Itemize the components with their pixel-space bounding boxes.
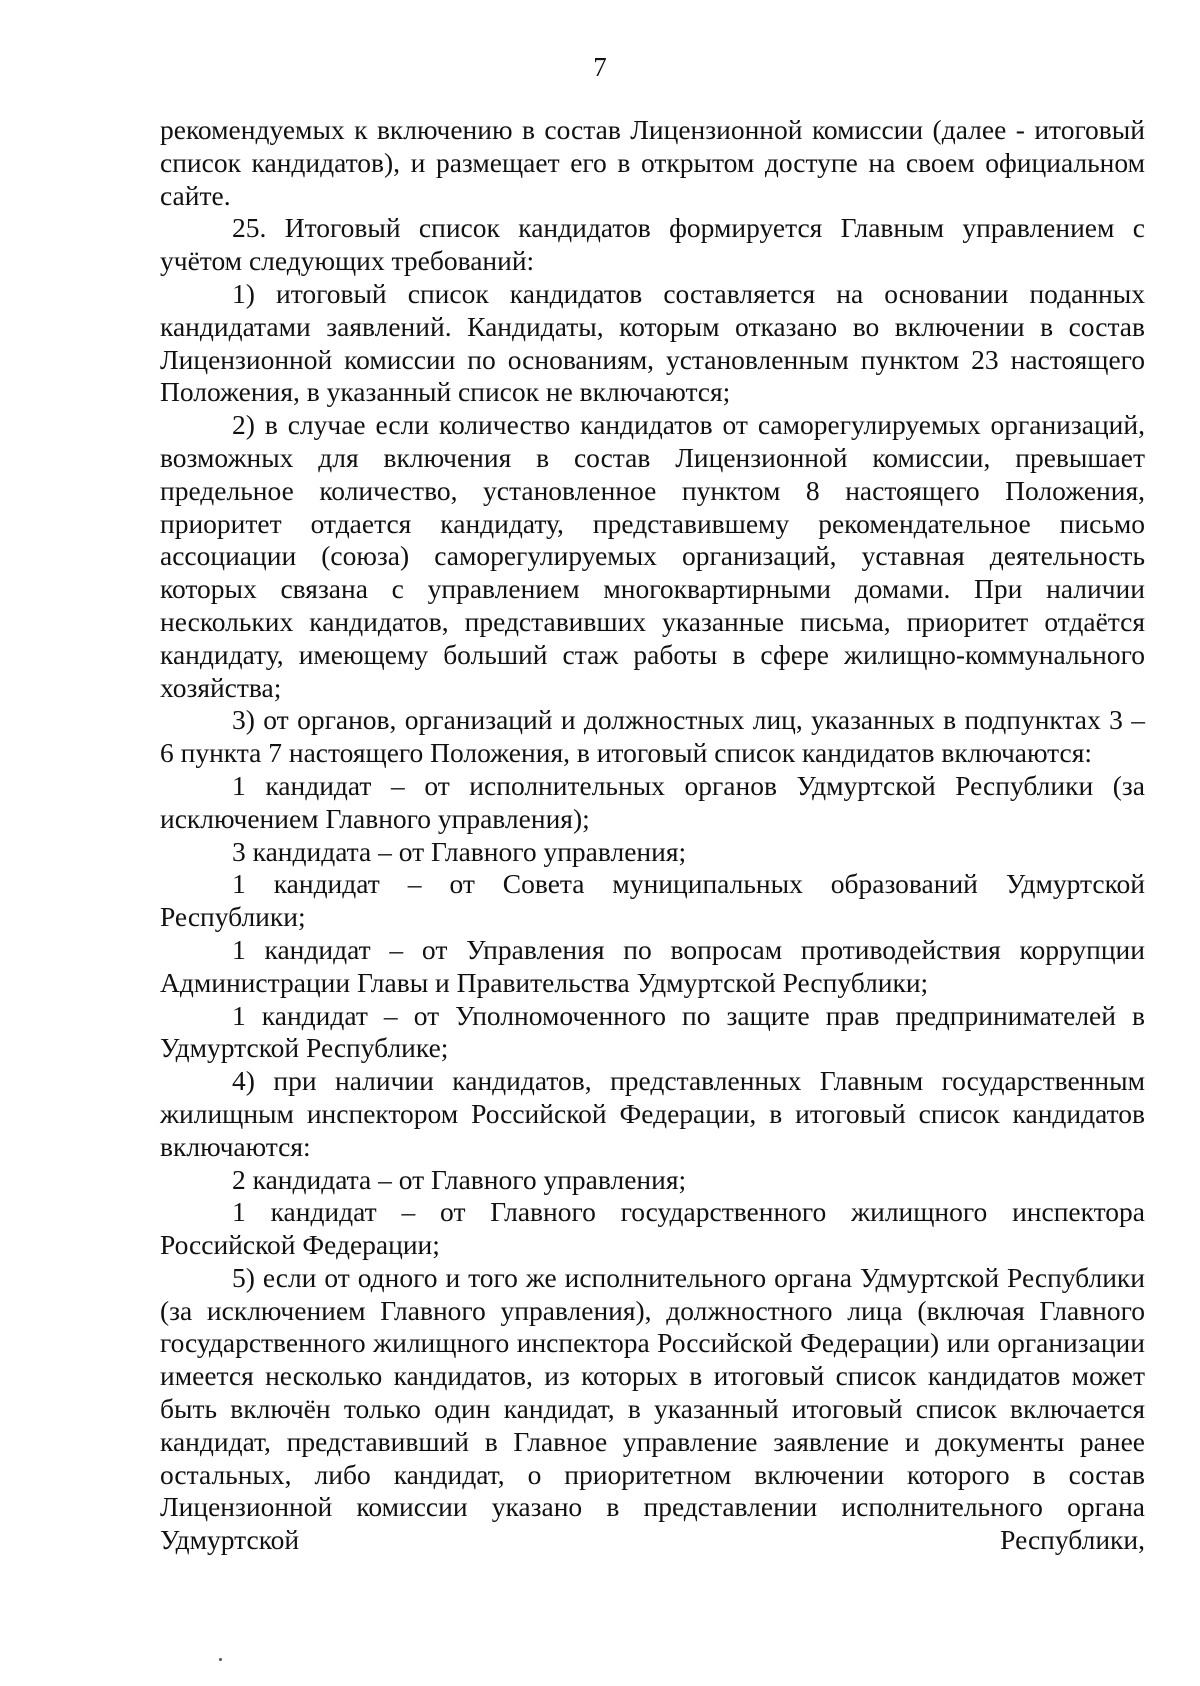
document-body: [160, 114, 1145, 1557]
paragraph-candidate-municipal-council: 1 кандидат – от Совета муниципальных образований Удмуртской Республики;: [160, 868, 1145, 933]
scan-speck: [219, 1658, 222, 1661]
paragraph-subitem-2: 2) в случае если количество кандидатов от саморегулируемых организаций, возможных для включения в состав Лицензионной комиссии, превышает предельное количество, установленное пунктом 8 настоящего Положения, приоритет отдается кандидату, представившему рекомендательное письмо ассоциации (союза) саморегулируемых организаций, уставная деятельность которых связана с управлением многоквартирными домами. При наличии нескольких кандидатов, представивших указанные письма, приоритет отдаётся кандидату, имеющему больший стаж работы в сфере жилищно-коммунального хозяйства;: [160, 409, 1145, 703]
paragraph-subitem-1: 1) итоговый список кандидатов составляется на основании поданных кандидатами заявлений. Кандидаты, которым отказано во включении в состав Лицензионной комиссии по основаниям, установленным пунктом 23 настоящего Положения, в указанный список не включаются;: [160, 277, 1145, 408]
paragraph-continuation: рекомендуемых к включению в состав Лицензионной комиссии (далее - итоговый список кандидатов), и размещает его в открытом доступе на своем официальном сайте.: [160, 114, 1145, 211]
paragraph-candidate-ombudsman: 1 кандидат – от Уполномоченного по защите прав предпринимателей в Удмуртской Республике;: [160, 999, 1145, 1064]
paragraph-candidate-main-directorate: 3 кандидата – от Главного управления;: [232, 835, 687, 867]
paragraph-subitem-5: 5) если от одного и того же исполнительного органа Удмуртской Республики (за исключением Главного управления), должностного лица (включая Главного государственного жилищного инспектора Российской Федерации) или организации имеется несколько кандидатов, из которых в итоговый список кандидатов может быть включён только один кандидат, в указанный итоговый список включается кандидат, представивший в Главное управление заявление и документы ранее остальных, либо кандидат, о приоритетном включении которого в состав Лицензионной комиссии указано в представлении исполнительного органа Удмуртской Республики,: [160, 1261, 1145, 1556]
paragraph-subitem-3: 3) от органов, организаций и должностных лиц, указанных в подпунктах 3 – 6 пункта 7 настоящего Положения, в итоговый список кандидатов включаются:: [160, 704, 1145, 769]
page-number: 7: [593, 52, 607, 82]
paragraph-item-25: 25. Итоговый список кандидатов формируется Главным управлением с учётом следующих требований:: [160, 212, 1145, 277]
paragraph-candidate-chief-inspector: 1 кандидат – от Главного государственного жилищного инспектора Российской Федерации;: [160, 1196, 1145, 1261]
paragraph-candidate-anticorruption: 1 кандидат – от Управления по вопросам противодействия коррупции Администрации Главы и Правительства Удмуртской Республики;: [160, 933, 1145, 998]
paragraph-candidate-main-directorate-2: 2 кандидата – от Главного управления;: [232, 1163, 687, 1195]
paragraph-candidate-executive-bodies: 1 кандидат – от исполнительных органов Удмуртской Республики (за исключением Главного управления);: [160, 769, 1145, 834]
paragraph-subitem-4: 4) при наличии кандидатов, представленных Главным государственным жилищным инспектором Российской Федерации, в итоговый список кандидатов включаются:: [160, 1065, 1145, 1162]
